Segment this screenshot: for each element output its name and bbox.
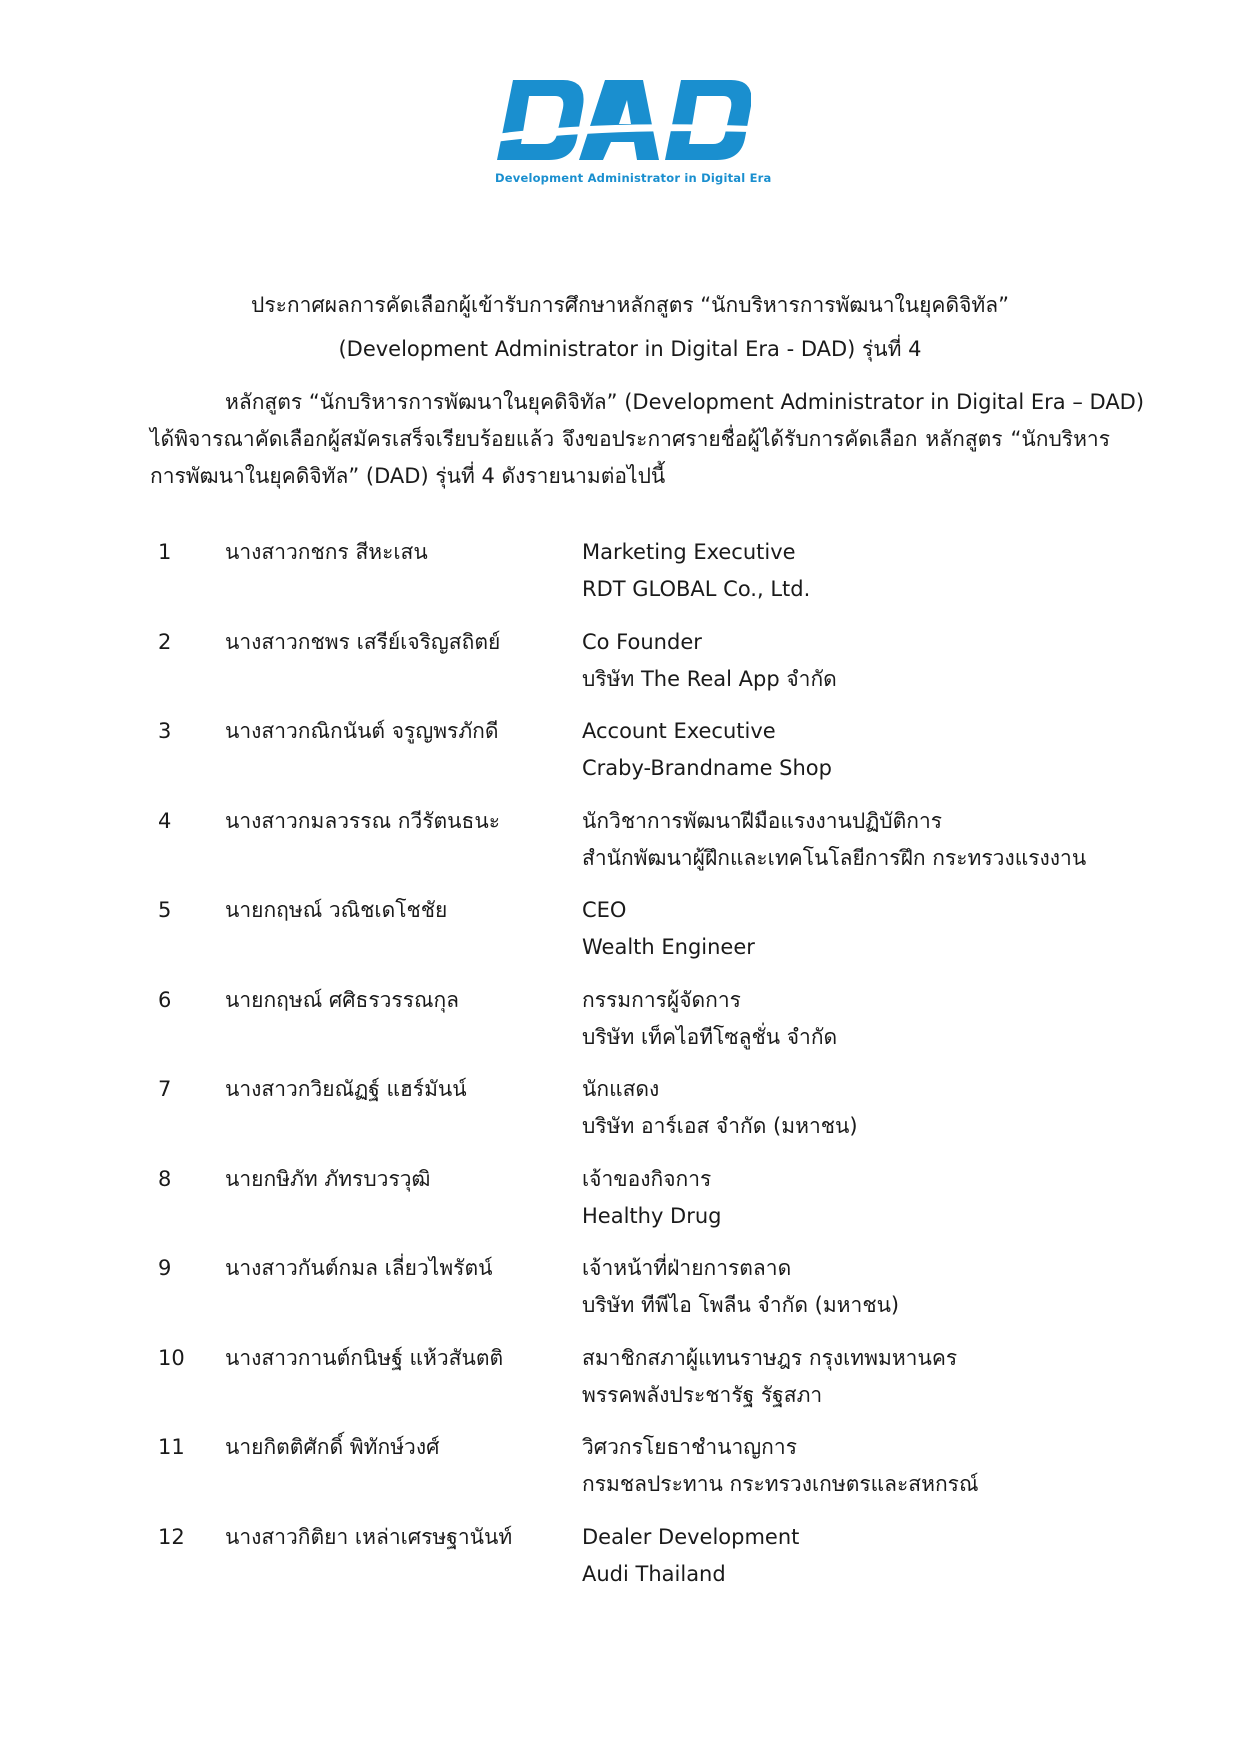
title-line-2: (Development Administrator in Digital Era - DAD) รุ่นที่ 4 [338, 337, 922, 361]
list-item [150, 1250, 1130, 1340]
participant-number: 7 [158, 1077, 172, 1101]
participant-number: 5 [158, 898, 172, 922]
participant-number: 4 [158, 808, 172, 833]
participant-position: Marketing Executive [582, 540, 796, 564]
participant-number: 11 [158, 1435, 185, 1459]
participant-organization: Healthy Drug [582, 1203, 722, 1228]
participant-position: เจ้าของกิจการ [582, 1166, 712, 1191]
announcement-title [150, 283, 1110, 371]
participant-name: นายกฤษณ์ วณิชเดโชชัย [225, 898, 448, 922]
intro-paragraph [150, 384, 1145, 495]
list-item [150, 1071, 1130, 1161]
list-item [150, 982, 1130, 1072]
participant-organization: กรมชลประทาน กระทรวงเกษตรและสหกรณ์ [582, 1472, 979, 1496]
list-item [150, 1429, 1130, 1519]
list-item [150, 1519, 1130, 1609]
logo-tagline: Development Administrator in Digital Era [495, 171, 772, 185]
list-item [150, 803, 1130, 893]
participant-name: นางสาวกณิกนันต์ จรูญพรภักดี [225, 719, 499, 743]
participant-position: CEO [582, 898, 627, 922]
dad-logo-mark [495, 76, 751, 166]
participant-organization: สำนักพัฒนาผู้ฝึกและเทคโนโลยีการฝึก กระทรวงแรงงาน [582, 845, 1087, 870]
participant-name: นางสาวกชพร เสรีย์เจริญสถิตย์ [225, 629, 501, 654]
participant-name: นางสาวกวิยณัฏฐ์ แฮร์มันน์ [225, 1077, 467, 1101]
participant-name: นายกิตติศักดิ์ พิทักษ์วงศ์ [225, 1435, 440, 1459]
list-item [150, 1161, 1130, 1251]
participant-name: นางสาวกันต์กมล เลี่ยวไพรัตน์ [225, 1256, 493, 1280]
participant-position: กรรมการผู้จัดการ [582, 987, 741, 1012]
participant-name: นางสาวกานต์กนิษฐ์ แห้วสันตติ [225, 1345, 504, 1370]
participant-organization: บริษัท อาร์เอส จำกัด (มหาชน) [582, 1114, 858, 1138]
participant-position: Dealer Development [582, 1524, 800, 1549]
participant-name: นางสาวกมลวรรณ กวีรัตนธนะ [225, 808, 500, 833]
participant-list [150, 534, 1130, 1608]
list-item [150, 1340, 1130, 1430]
intro-line-3: การพัฒนาในยุคดิจิทัล” (DAD) รุ่นที่ 4 ดังรายนามต่อไปนี้ [150, 464, 666, 488]
participant-number: 1 [158, 540, 172, 564]
list-item [150, 892, 1130, 982]
participant-organization: Audi Thailand [582, 1561, 726, 1586]
participant-number: 12 [158, 1524, 185, 1549]
participant-organization: บริษัท เท็คไอทีโซลูชั่น จำกัด [582, 1024, 838, 1049]
participant-position: เจ้าหน้าที่ฝ่ายการตลาด [582, 1256, 792, 1280]
participant-organization: พรรคพลังประชารัฐ รัฐสภา [582, 1382, 823, 1407]
list-item [150, 534, 1130, 624]
participant-name: นายกษิภัท ภัทรบวรวุฒิ [225, 1166, 431, 1191]
participant-position: นักวิชาการพัฒนาฝีมือแรงงานปฏิบัติการ [582, 808, 943, 833]
participant-organization: Craby-Brandname Shop [582, 756, 832, 780]
participant-number: 6 [158, 987, 172, 1012]
participant-number: 3 [158, 719, 172, 743]
intro-line-2: ได้พิจารณาคัดเลือกผู้สมัครเสร็จเรียบร้อยแล้ว จึงขอประกาศรายชื่อผู้ได้รับการคัดเลือก หลักสูตร “นักบริหาร [150, 427, 1110, 451]
participant-position: นักแสดง [582, 1077, 660, 1101]
participant-name: นางสาวกิติยา เหล่าเศรษฐานันท์ [225, 1524, 513, 1549]
participant-number: 9 [158, 1256, 172, 1280]
participant-position: Co Founder [582, 629, 702, 654]
participant-position: วิศวกรโยธาชำนาญการ [582, 1435, 797, 1459]
dad-logo [495, 76, 772, 194]
participant-name: นางสาวกชกร สีหะเสน [225, 540, 428, 564]
title-line-1: ประกาศผลการคัดเลือกผู้เข้ารับการศึกษาหลักสูตร “นักบริหารการพัฒนาในยุคดิจิทัล” [251, 293, 1009, 317]
list-item [150, 624, 1130, 714]
participant-organization: บริษัท The Real App จำกัด [582, 666, 837, 691]
participant-position: Account Executive [582, 719, 776, 743]
participant-name: นายกฤษณ์ ศศิธรวรรณกุล [225, 987, 460, 1012]
participant-organization: Wealth Engineer [582, 935, 755, 959]
participant-number: 10 [158, 1345, 185, 1370]
participant-position: สมาชิกสภาผู้แทนราษฎร กรุงเทพมหานคร [582, 1345, 958, 1370]
list-item [150, 713, 1130, 803]
participant-organization: บริษัท ทีพีไอ โพลีน จำกัด (มหาชน) [582, 1293, 900, 1317]
intro-line-1: หลักสูตร “นักบริหารการพัฒนาในยุคดิจิทัล” (Development Administrator in Digital Era – DAD) [225, 390, 1145, 414]
participant-organization: RDT GLOBAL Co., Ltd. [582, 577, 811, 601]
participant-number: 2 [158, 629, 172, 654]
participant-number: 8 [158, 1166, 172, 1191]
